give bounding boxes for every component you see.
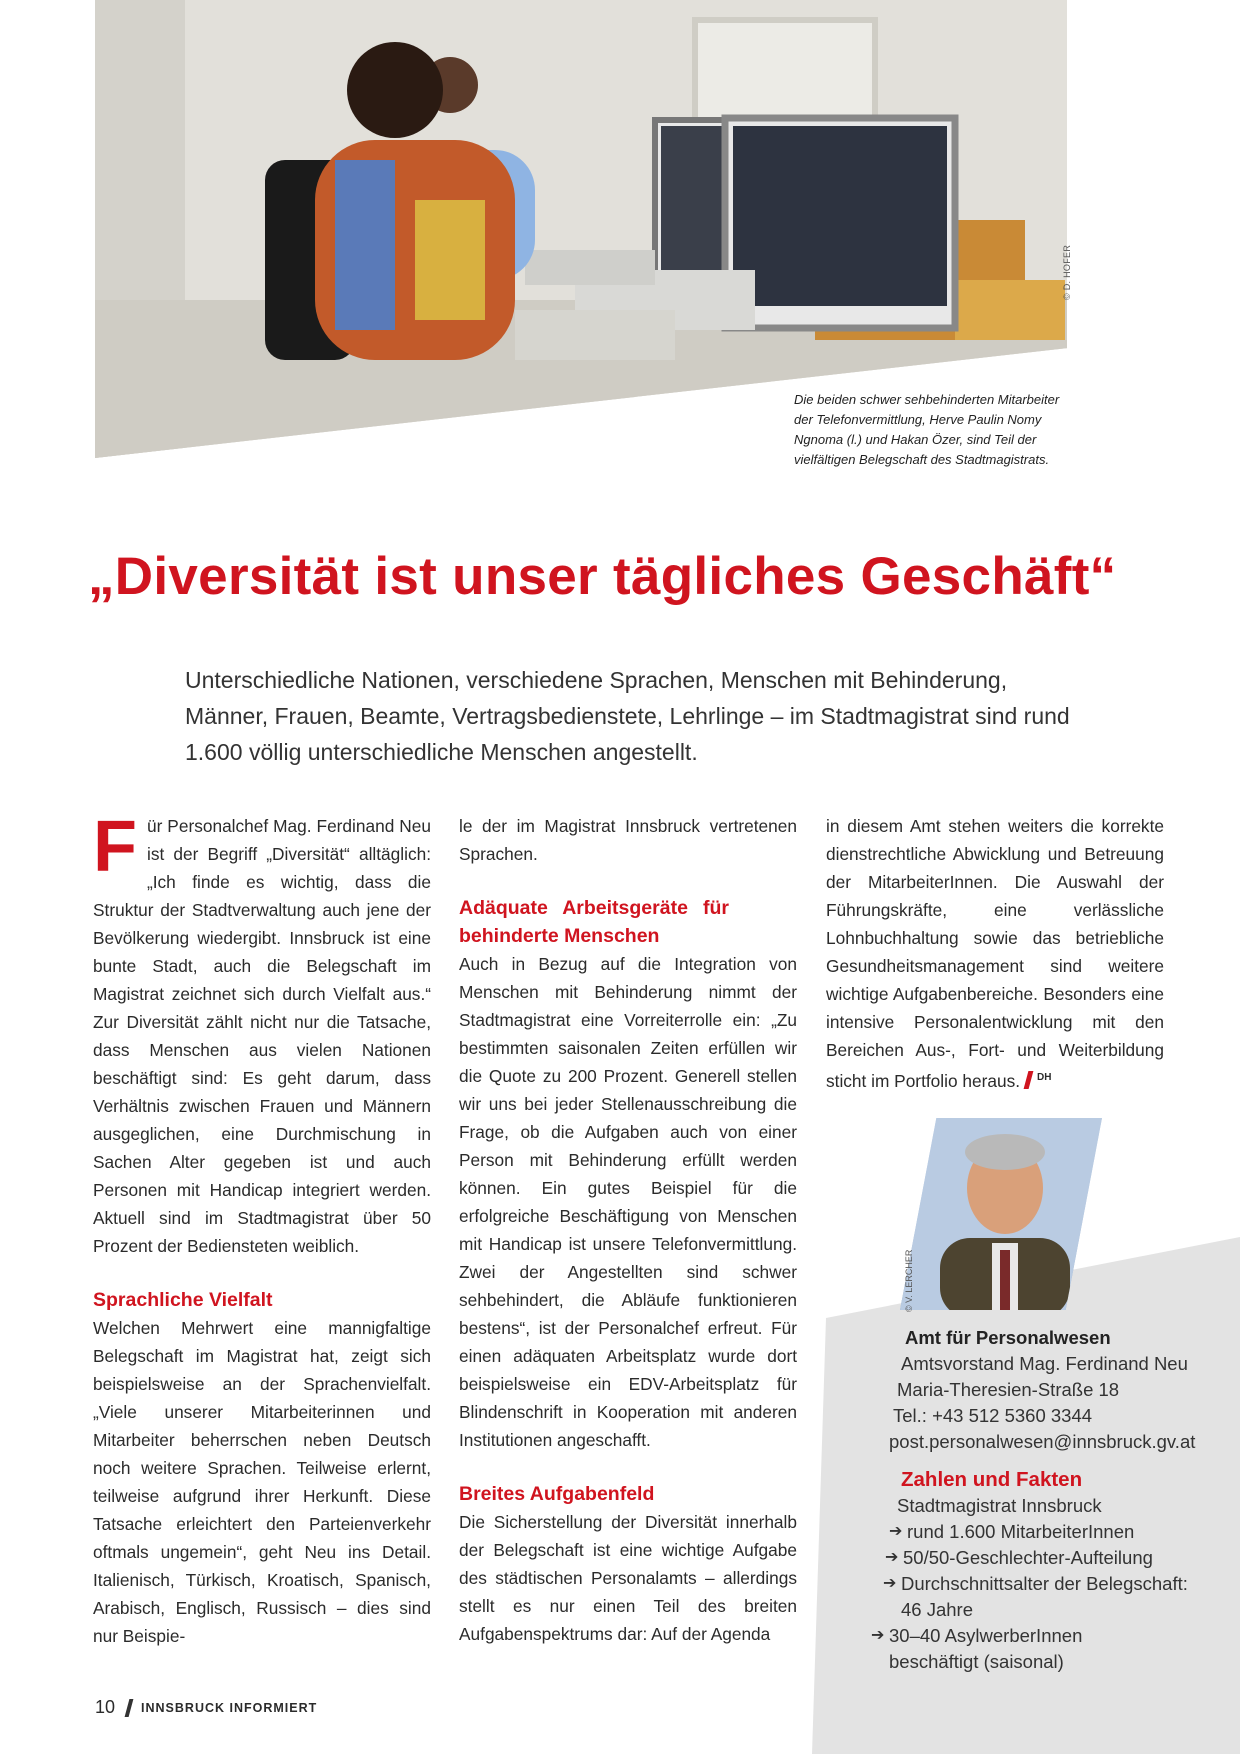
fact-item: ➔ 50/50-Geschlechter-Aufteilung — [885, 1545, 1207, 1571]
article-column-2 — [459, 812, 797, 1648]
facts-title: Zahlen und Fakten — [901, 1468, 1083, 1491]
arrow-right-icon: ➔ — [889, 1523, 903, 1540]
paragraph-aufgabenfeld-continued-text: in diesem Amt stehen weiters die korrekte dienstrechtliche Abwicklung und Betreuung der MitarbeiterInnen. Die Auswahl der Führungskräfte, eine verlässliche Lohnbuchhaltung sowie das betriebliche Gesundheitsmanagement sind weitere wichtige Aufgabenbereiche. Besonders eine intensive Personalentwicklung mit den Bereichen Aus-, Fort- und Weiterbildung sticht im Portfolio heraus. — [826, 816, 1164, 1091]
publication-name: INNSBRUCK INFORMIERT — [141, 1700, 318, 1715]
contact-email[interactable]: post.personalwesen@innsbruck.gv.at — [889, 1431, 1196, 1452]
contact-street: Maria-Theresien-Straße 18 — [897, 1379, 1120, 1400]
article-column-3 — [826, 812, 1164, 1095]
page-number: 10 — [95, 1697, 116, 1717]
slash-icon — [125, 1699, 134, 1717]
end-mark-icon — [1024, 1071, 1034, 1089]
drop-cap: F — [93, 807, 137, 887]
facts-subtitle: Stadtmagistrat Innsbruck — [897, 1495, 1102, 1516]
paragraph-sprachen: Welchen Mehrwert eine mannigfaltige Belegschaft im Magistrat hat, zeigt sich beispielsweise an der Sprachenvielfalt. „Viele unserer Mitarbeiterinnen und Mitarbeiter beherrschen neben Deutsch noch weitere Sprachen. Teilweise erlernt, teilweise aufgrund ihrer Herkunft. Diese Tatsache erleichtert den Parteienverkehr oftmals ungemein“, geht Neu ins Detail. Italienisch, Türkisch, Kroatisch, Spanisch, Arabisch, Englisch, Russisch – dies sind nur Beispie- — [93, 1318, 431, 1646]
paragraph-sprachen-continued: le der im Magistrat Innsbruck vertretenen Sprachen. — [459, 816, 797, 864]
arrow-right-icon: ➔ — [871, 1627, 885, 1644]
arrow-right-icon: ➔ — [885, 1549, 899, 1566]
photo-credit: © D. HOFER — [1062, 244, 1072, 300]
info-box — [871, 1325, 1207, 1675]
subhead-sprachliche-vielfalt: Sprachliche Vielfalt — [93, 1289, 273, 1311]
intro-text: ür Personalchef Mag. Ferdinand Neu ist der Begriff „Diversität“ alltäglich: „Ich finde es wichtig, dass die Struktur der Stadtverwaltung auch jene der Bevölkerung wiedergibt. Innsbruck ist eine bunte Stadt, auch die Belegschaft im Magistrat zeichnet sich durch Vielfalt aus.“ Zur Diversität zählt nicht nur die Tatsache, dass Menschen aus vielen Nationen beschäftigt sind: Es geht darum, dass Verhältnis zwischen Frauen und Männern ausgeglichen, eine Durchmischung in Sachen Alter gegeben ist und auch Personen mit Handicap integriert werden. Aktuell sind im Stadtmagistrat über 50 Prozent der Bediensteten weiblich. — [93, 816, 431, 1256]
intro-paragraph — [93, 807, 431, 1260]
subhead-aufgabenfeld: Breites Aufgabenfeld — [459, 1483, 655, 1505]
lead-paragraph: Unterschiedliche Nationen, verschiedene Sprachen, Menschen mit Behinderung, Männer, Frauen, Beamte, Vertragsbedienstete, Lehrlinge – im Stadtmagistrat sind rund 1.600 völlig unterschiedliche Menschen angestellt. — [185, 667, 1070, 765]
fact-item: ➔ 30–40 AsylwerberInnen beschäftigt (saisonal) — [871, 1625, 1083, 1672]
portrait-credit: © V. LERCHER — [904, 1249, 914, 1312]
paragraph-aufgabenfeld: Die Sicherstellung der Diversität innerhalb der Belegschaft ist eine wichtige Aufgabe des städtischen Personalamts – allerdings stellt es nur einen Teil des breiten Aufgabenspektrums dar: Auf der Agenda — [459, 1512, 797, 1644]
photo-caption: Die beiden schwer sehbehinderten Mitarbeiter der Telefonvermittlung, Herve Paulin Nomy Ngnoma (l.) und Hakan Özer, sind Teil der vielfältigen Belegschaft des Stadtmagistrats. — [794, 392, 1060, 467]
article-column-1 — [93, 807, 431, 1650]
contact-title: Amt für Personalwesen — [905, 1327, 1111, 1348]
arrow-right-icon: ➔ — [883, 1575, 897, 1592]
page-footer — [95, 1697, 317, 1718]
paragraph-aufgabenfeld-continued — [826, 812, 1164, 1095]
contact-phone: Tel.: +43 512 5360 3344 — [893, 1405, 1093, 1426]
headline: „Diversität ist unser tägliches Geschäft“ — [88, 547, 1117, 606]
fact-item: ➔ rund 1.600 MitarbeiterInnen — [889, 1519, 1207, 1545]
author-signature: DH — [1037, 1072, 1052, 1083]
contact-head: Amtsvorstand Mag. Ferdinand Neu — [901, 1353, 1188, 1374]
subhead-arbeitsgeraete: Adäquate Arbeitsgeräte für behinderte Menschen — [459, 897, 729, 947]
fact-item: ➔ Durchschnittsalter der Belegschaft: 46 Jahre — [883, 1573, 1188, 1620]
paragraph-behinderung: Auch in Bezug auf die Integration von Menschen mit Behinderung nimmt der Stadtmagistrat eine Vorreiterrolle ein: „Zu bestimmten saisonalen Zeiten erfüllen wir die Quote zu 200 Prozent. Generell stellen wir uns bei jeder Stellenausschreibung die Frage, ob die Aufgaben auch von einer Person mit Behinderung erfüllt werden können. Ein gutes Beispiel für die erfolgreiche Beschäftigung von Menschen mit Handicap ist unsere Telefonvermittlung. Zwei der Angestellten sind schwer sehbehindert, die Abläufe funktionieren bestens“, ist der Personalchef erfreut. Für einen adäquaten Arbeitsplatz wurde dort beispielsweise ein EDV-Arbeitsplatz für Blindenschrift in Kooperation mit anderen Institutionen angeschafft. — [459, 954, 797, 1450]
